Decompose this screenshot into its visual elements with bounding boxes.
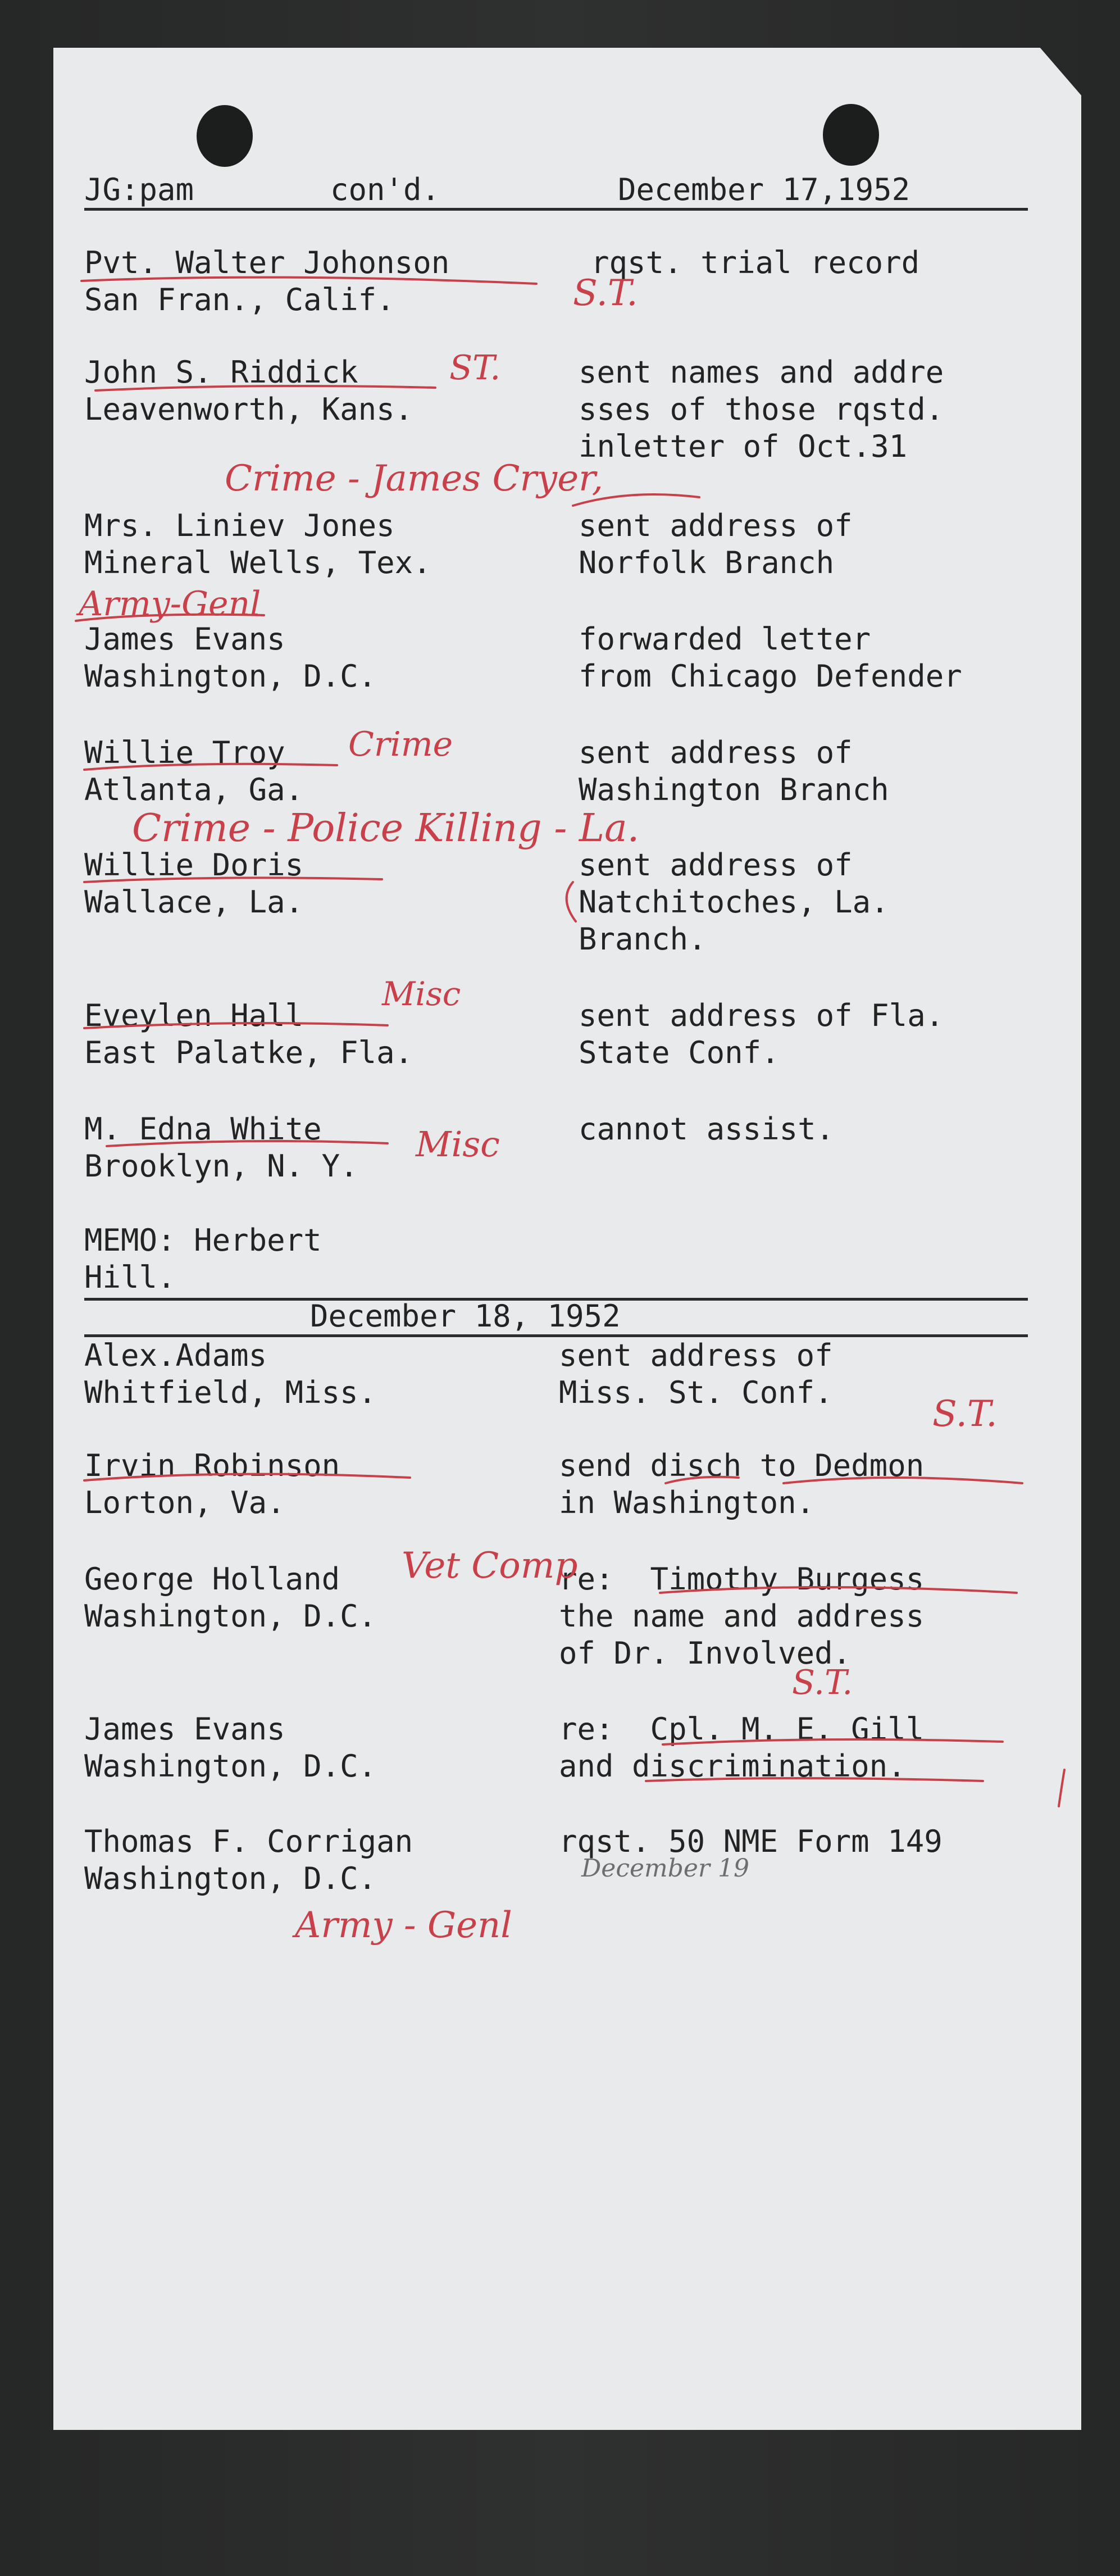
entry-place: Washington, D.C. xyxy=(84,658,377,694)
entry-place: Leavenworth, Kans. xyxy=(84,392,413,427)
entry-place: Wallace, La. xyxy=(84,884,304,920)
section-date: December 18, 1952 xyxy=(310,1298,621,1334)
entry-name: Alex.Adams xyxy=(84,1338,267,1373)
entry-name: Willie Doris xyxy=(84,847,304,883)
header-initials: JG:pam xyxy=(84,172,194,207)
annotation-johnson-st: S.T. xyxy=(573,272,638,314)
entry-action-line: Washington Branch xyxy=(579,772,889,807)
entry-action-line: in Washington. xyxy=(559,1485,815,1520)
annotation-gill-st: S.T. xyxy=(792,1663,853,1702)
entry-place: Atlanta, Ga. xyxy=(84,772,304,807)
entry-name: M. Edna White xyxy=(84,1111,322,1147)
entry-action-line: of Dr. Involved. xyxy=(559,1635,852,1671)
entry-action-line: send disch to Dedmon xyxy=(559,1448,925,1483)
entry-action-line: re: Timothy Burgess xyxy=(559,1561,925,1597)
entry-place: Washington, D.C. xyxy=(84,1861,377,1896)
header-date: December 17,1952 xyxy=(618,172,910,207)
entry-action-line: sent address of xyxy=(579,508,853,543)
entry-name: Willie Troy xyxy=(84,735,285,770)
entry-action-line: State Conf. xyxy=(579,1035,780,1070)
punch-hole-right xyxy=(823,104,879,166)
entry-name: James Evans xyxy=(84,1711,285,1747)
entry-action-line: Miss. St. Conf. xyxy=(559,1375,833,1410)
entry-action-line: rqst. 50 NME Form 149 xyxy=(559,1824,943,1859)
annotation-white-note: Misc xyxy=(416,1124,500,1165)
entry-action-line: sses of those rqstd. xyxy=(579,392,944,427)
entry-place: Lorton, Va. xyxy=(84,1485,285,1520)
header-continued: con'd. xyxy=(330,172,440,207)
entry-name: Eveylen Hall xyxy=(84,998,304,1033)
annotation-robinson-st: S.T. xyxy=(932,1393,998,1435)
annotation-riddick-st: ST. xyxy=(449,348,501,388)
entry-action-line: from Chicago Defender xyxy=(579,658,962,694)
entry-action-line: forwarded letter xyxy=(579,621,871,657)
entry-action-line: sent names and addre xyxy=(579,355,944,390)
entry-action-line: rqst. trial record xyxy=(591,245,920,280)
annotation-doris-note: Crime - Police Killing - La. xyxy=(132,806,640,851)
entry-place: Whitfield, Miss. xyxy=(84,1375,377,1410)
annotation-troy-note: Crime xyxy=(348,725,453,764)
entry-name: George Holland xyxy=(84,1561,340,1597)
entry-place: Washington, D.C. xyxy=(84,1598,377,1634)
entry-action-line: the name and address xyxy=(559,1598,925,1634)
entry-place: East Palatke, Fla. xyxy=(84,1035,413,1070)
entry-action-line: sent address of xyxy=(579,735,853,770)
memo-line: Hill. xyxy=(84,1260,176,1295)
entry-name: Mrs. Liniev Jones xyxy=(84,508,395,543)
entry-name: James Evans xyxy=(84,621,285,657)
header-rule xyxy=(84,208,1028,211)
entry-name: Pvt. Walter Johonson xyxy=(84,245,450,280)
entry-action-line: cannot assist. xyxy=(579,1111,835,1147)
annotation-evans-note: Army-Genl xyxy=(79,584,261,624)
entry-action-line: sent address of Fla. xyxy=(579,998,944,1033)
annotation-corrigan-date: December 19 xyxy=(581,1854,749,1883)
annotation-hall-note: Misc xyxy=(382,975,461,1013)
entry-name: Thomas F. Corrigan xyxy=(84,1824,413,1859)
entry-action-line: sent address of xyxy=(579,847,853,883)
entry-action-line: Natchitoches, La. xyxy=(579,884,889,920)
entry-place: Washington, D.C. xyxy=(84,1748,377,1784)
entry-action-line: Norfolk Branch xyxy=(579,545,835,580)
entry-place: San Fran., Calif. xyxy=(84,282,395,317)
punch-hole-left xyxy=(197,105,253,167)
annotation-holland-note: Vet Comp xyxy=(402,1545,578,1587)
memo-line: MEMO: Herbert xyxy=(84,1223,322,1258)
entry-action-line: re: Cpl. M. E. Gill xyxy=(559,1711,925,1747)
entry-action-line: inletter of Oct.31 xyxy=(579,429,908,464)
entry-action-line: sent address of xyxy=(559,1338,833,1373)
entry-name: John S. Riddick xyxy=(84,355,358,390)
entry-place: Mineral Wells, Tex. xyxy=(84,545,431,580)
entry-place: Brooklyn, N. Y. xyxy=(84,1148,358,1184)
entry-action-line: Branch. xyxy=(579,921,707,957)
entry-action-line: and discrimination. xyxy=(559,1748,906,1784)
annotation-jones-note: Crime - James Cryer, xyxy=(225,458,603,499)
entry-name: Irvin Robinson xyxy=(84,1448,340,1483)
annotation-corrigan-note: Army - Genl xyxy=(295,1905,512,1946)
